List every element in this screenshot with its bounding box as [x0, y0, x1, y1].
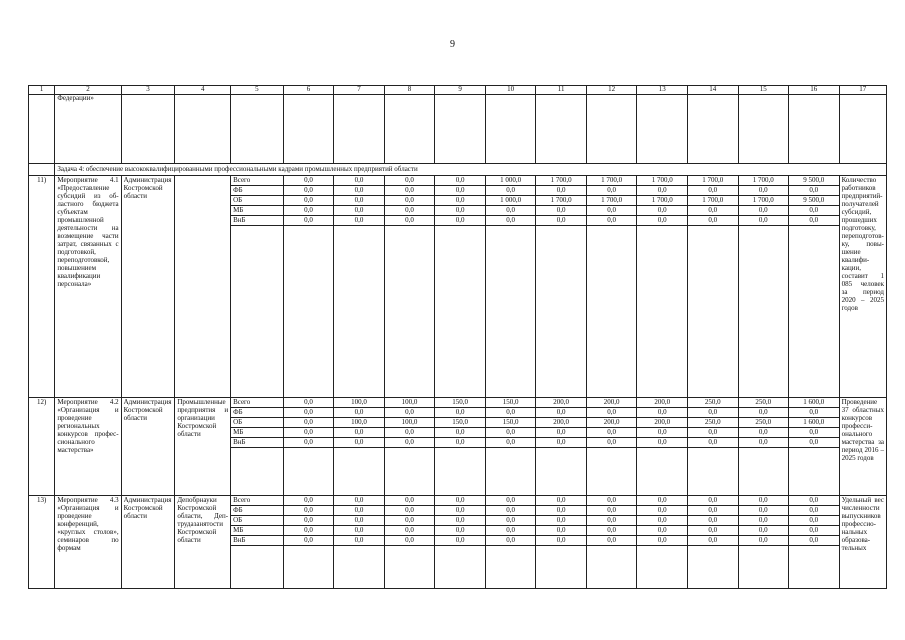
- funding-value: 0,0: [435, 438, 486, 448]
- funding-value: 1 700,0: [738, 196, 789, 206]
- funding-value: 0,0: [485, 506, 536, 516]
- column-number: 6: [283, 86, 334, 95]
- funding-value: 150,0: [485, 418, 536, 428]
- column-number: 11: [536, 86, 587, 95]
- funding-value: 150,0: [485, 398, 536, 408]
- funding-value: 0,0: [687, 206, 738, 216]
- funding-value: 0,0: [485, 516, 536, 526]
- empty-cell: [435, 226, 486, 398]
- empty-cell: [687, 95, 738, 164]
- funding-value: 0,0: [536, 186, 587, 196]
- funding-value: 200,0: [586, 418, 637, 428]
- expected-result: Удельный вес численности выпускников профессиональных образовательных: [839, 496, 886, 589]
- funding-source: МБ: [231, 428, 284, 438]
- funding-value: 150,0: [435, 398, 486, 408]
- funding-value: 0,0: [738, 496, 789, 506]
- funding-value: 0,0: [789, 428, 840, 438]
- funding-value: 0,0: [789, 536, 840, 546]
- column-number: 16: [789, 86, 840, 95]
- funding-value: 0,0: [384, 408, 435, 418]
- empty-cell: [334, 95, 385, 164]
- funding-value: 0,0: [283, 398, 334, 408]
- empty-cell: [334, 226, 385, 398]
- row-number: 11): [29, 176, 55, 398]
- funding-value: 250,0: [738, 418, 789, 428]
- funding-value: 0,0: [485, 408, 536, 418]
- funding-value: 1 700,0: [637, 196, 688, 206]
- empty-cell: [637, 95, 688, 164]
- empty-cell: [738, 546, 789, 589]
- funding-value: 0,0: [334, 536, 385, 546]
- funding-value: 0,0: [536, 496, 587, 506]
- empty-cell: [536, 95, 587, 164]
- funding-value: 0,0: [637, 206, 688, 216]
- empty-cell: [231, 448, 284, 496]
- table-body: [29, 86, 887, 589]
- funding-value: 1 700,0: [586, 196, 637, 206]
- funding-value: 0,0: [384, 438, 435, 448]
- funding-value: 0,0: [334, 438, 385, 448]
- funding-value: 100,0: [384, 418, 435, 428]
- funding-value: 0,0: [485, 526, 536, 536]
- funding-value: 0,0: [586, 496, 637, 506]
- funding-value: 1 600,0: [789, 418, 840, 428]
- funding-value: 0,0: [435, 526, 486, 536]
- empty-cell: [435, 546, 486, 589]
- funding-value: 0,0: [435, 216, 486, 226]
- participants: [175, 176, 231, 398]
- funding-value: 0,0: [586, 516, 637, 526]
- empty-cell: [485, 448, 536, 496]
- funding-value: 1 700,0: [536, 176, 587, 186]
- funding-source: ОБ: [231, 516, 284, 526]
- funding-value: 0,0: [687, 428, 738, 438]
- funding-value: 0,0: [789, 506, 840, 516]
- empty-cell: [283, 448, 334, 496]
- funding-value: 250,0: [687, 418, 738, 428]
- expected-result: Количество работников предприятий-получателей субсидий, прошедших подготовку, переподготовку, повышение квалификации, составит 1 085 человек за период 2020 – 2025 годов: [839, 176, 886, 398]
- funding-value: 0,0: [738, 186, 789, 196]
- funding-value: 200,0: [536, 418, 587, 428]
- empty-cell: [586, 448, 637, 496]
- funding-value: 0,0: [687, 496, 738, 506]
- empty-cell: [435, 448, 486, 496]
- funding-value: 0,0: [435, 186, 486, 196]
- funding-value: 0,0: [435, 408, 486, 418]
- empty-cell: [334, 546, 385, 589]
- funding-value: 0,0: [334, 496, 385, 506]
- funding-value: 0,0: [637, 186, 688, 196]
- funding-value: 0,0: [637, 516, 688, 526]
- empty-cell: [231, 546, 284, 589]
- funding-value: 0,0: [283, 536, 334, 546]
- funding-value: 0,0: [384, 526, 435, 536]
- funding-value: 0,0: [738, 408, 789, 418]
- funding-value: 0,0: [283, 506, 334, 516]
- funding-row: [29, 496, 887, 506]
- funding-value: 100,0: [384, 398, 435, 408]
- funding-value: 200,0: [536, 398, 587, 408]
- empty-cell: [283, 546, 334, 589]
- empty-cell: [687, 226, 738, 398]
- funding-value: 0,0: [334, 176, 385, 186]
- column-number: 4: [175, 86, 231, 95]
- funding-value: 0,0: [334, 216, 385, 226]
- funding-value: 0,0: [384, 206, 435, 216]
- funding-value: 0,0: [384, 516, 435, 526]
- event-name: Мероприятие 4.3 «Организация и проведение конференций, «круглых столов», семинаров по формам: [55, 496, 121, 589]
- empty-cell: [586, 95, 637, 164]
- funding-value: 0,0: [536, 216, 587, 226]
- funding-value: 0,0: [435, 206, 486, 216]
- funding-value: 0,0: [283, 196, 334, 206]
- funding-source: Всего: [231, 398, 284, 408]
- funding-value: 0,0: [283, 418, 334, 428]
- funding-value: 0,0: [586, 506, 637, 516]
- empty-cell: [121, 95, 175, 164]
- column-number: 9: [435, 86, 486, 95]
- funding-value: 0,0: [789, 186, 840, 196]
- executor: Администрация Костромской области: [121, 176, 175, 398]
- funding-source: ОБ: [231, 418, 284, 428]
- funding-value: 0,0: [789, 438, 840, 448]
- funding-value: 0,0: [536, 206, 587, 216]
- empty-cell: [485, 95, 536, 164]
- funding-value: 0,0: [334, 526, 385, 536]
- column-number: 14: [687, 86, 738, 95]
- empty-cell: [175, 95, 231, 164]
- empty-cell: [738, 95, 789, 164]
- funding-value: 0,0: [687, 506, 738, 516]
- funding-value: 0,0: [334, 186, 385, 196]
- funding-source: Всего: [231, 176, 284, 186]
- funding-value: 0,0: [738, 428, 789, 438]
- funding-value: 0,0: [283, 496, 334, 506]
- empty-cell: [687, 448, 738, 496]
- funding-value: 0,0: [586, 206, 637, 216]
- funding-source: ВнБ: [231, 438, 284, 448]
- funding-value: 0,0: [283, 438, 334, 448]
- continuation-text: Федерации»: [55, 95, 121, 164]
- funding-value: 1 000,0: [485, 196, 536, 206]
- funding-value: 0,0: [283, 428, 334, 438]
- funding-value: 100,0: [334, 398, 385, 408]
- funding-value: 0,0: [283, 526, 334, 536]
- funding-value: 0,0: [637, 438, 688, 448]
- continuation-row: [29, 95, 887, 164]
- funding-source: ВнБ: [231, 216, 284, 226]
- funding-value: 0,0: [283, 186, 334, 196]
- funding-source: Всего: [231, 496, 284, 506]
- funding-value: 1 700,0: [536, 196, 587, 206]
- funding-value: 0,0: [536, 408, 587, 418]
- funding-source: ФБ: [231, 408, 284, 418]
- funding-value: 250,0: [738, 398, 789, 408]
- funding-value: 0,0: [485, 206, 536, 216]
- funding-value: 0,0: [789, 526, 840, 536]
- funding-value: 0,0: [637, 506, 688, 516]
- funding-value: 0,0: [334, 506, 385, 516]
- funding-value: 0,0: [687, 526, 738, 536]
- funding-value: 0,0: [384, 186, 435, 196]
- funding-value: 0,0: [637, 536, 688, 546]
- empty-cell: [586, 226, 637, 398]
- funding-value: 0,0: [586, 428, 637, 438]
- funding-value: 1 700,0: [687, 176, 738, 186]
- funding-value: 100,0: [334, 418, 385, 428]
- funding-value: 0,0: [485, 438, 536, 448]
- funding-value: 0,0: [435, 496, 486, 506]
- funding-value: 0,0: [536, 526, 587, 536]
- funding-value: 0,0: [435, 176, 486, 186]
- empty-cell: [839, 95, 886, 164]
- funding-value: 0,0: [789, 408, 840, 418]
- funding-value: 0,0: [435, 428, 486, 438]
- funding-value: 0,0: [384, 536, 435, 546]
- funding-value: 0,0: [586, 438, 637, 448]
- funding-source: ОБ: [231, 196, 284, 206]
- expected-result: Проведение 37 областных конкурсов профессионального мастерства за период 2016 – 2025 годов: [839, 398, 886, 496]
- column-number: 15: [738, 86, 789, 95]
- funding-value: 0,0: [384, 196, 435, 206]
- page-number: 9: [450, 39, 455, 50]
- funding-value: 0,0: [586, 408, 637, 418]
- empty-cell: [283, 226, 334, 398]
- funding-value: 0,0: [334, 516, 385, 526]
- empty-cell: [485, 226, 536, 398]
- funding-value: 0,0: [435, 196, 486, 206]
- funding-value: 0,0: [738, 216, 789, 226]
- empty-cell: [435, 95, 486, 164]
- funding-value: 0,0: [687, 438, 738, 448]
- funding-value: 0,0: [789, 206, 840, 216]
- funding-value: 1 000,0: [485, 176, 536, 186]
- participants: Промышленные предприятия и организации Костромской области: [175, 398, 231, 496]
- funding-value: 0,0: [789, 496, 840, 506]
- funding-value: 0,0: [738, 206, 789, 216]
- column-number: 13: [637, 86, 688, 95]
- funding-value: 0,0: [738, 536, 789, 546]
- empty-cell: [231, 226, 284, 398]
- funding-value: 0,0: [586, 526, 637, 536]
- funding-value: 0,0: [283, 176, 334, 186]
- funding-value: 0,0: [536, 428, 587, 438]
- funding-value: 0,0: [485, 216, 536, 226]
- column-number: 1: [29, 86, 55, 95]
- funding-value: 0,0: [435, 516, 486, 526]
- funding-value: 0,0: [485, 536, 536, 546]
- executor: Администрация Костромской области: [121, 496, 175, 589]
- empty-cell: [738, 448, 789, 496]
- funding-value: 0,0: [536, 516, 587, 526]
- funding-value: 0,0: [586, 216, 637, 226]
- funding-value: 0,0: [283, 206, 334, 216]
- column-number: 17: [839, 86, 886, 95]
- funding-value: 1 700,0: [687, 196, 738, 206]
- funding-row: [29, 398, 887, 408]
- funding-value: 1 600,0: [789, 398, 840, 408]
- funding-value: 1 700,0: [637, 176, 688, 186]
- empty-cell: [637, 448, 688, 496]
- empty-cell: [586, 546, 637, 589]
- empty-cell: [789, 448, 840, 496]
- funding-value: 1 700,0: [738, 176, 789, 186]
- funding-value: 0,0: [435, 506, 486, 516]
- funding-value: 0,0: [384, 176, 435, 186]
- column-number: 12: [586, 86, 637, 95]
- funding-source: ВнБ: [231, 536, 284, 546]
- column-number: 10: [485, 86, 536, 95]
- executor: Администрация Костромской области: [121, 398, 175, 496]
- empty-cell: [789, 95, 840, 164]
- funding-value: 250,0: [687, 398, 738, 408]
- funding-value: 0,0: [283, 516, 334, 526]
- task-row: [29, 164, 887, 176]
- column-number: 3: [121, 86, 175, 95]
- funding-value: 0,0: [384, 506, 435, 516]
- event-name: Мероприятие 4.1 «Предоставление субсидий из областного бюджета субъектам промышленной деятельности на возмещение части затрат, связанных с подготовкой, переподготовкой, повышением квалификации персонала»: [55, 176, 121, 398]
- funding-value: 0,0: [485, 428, 536, 438]
- funding-value: 0,0: [738, 516, 789, 526]
- column-header-row: [29, 86, 887, 95]
- funding-row: [29, 176, 887, 186]
- empty-cell: [384, 546, 435, 589]
- column-number: 5: [231, 86, 284, 95]
- funding-value: 0,0: [384, 428, 435, 438]
- participants: Депобрнауки Костромской области, Дептрудазанятости Костромской области: [175, 496, 231, 589]
- program-table: [28, 85, 887, 589]
- funding-value: 0,0: [637, 496, 688, 506]
- funding-value: 0,0: [485, 496, 536, 506]
- funding-value: 0,0: [586, 186, 637, 196]
- funding-value: 0,0: [687, 408, 738, 418]
- funding-value: 9 500,0: [789, 196, 840, 206]
- empty-cell: [334, 448, 385, 496]
- empty-cell: [384, 226, 435, 398]
- empty-cell: [29, 164, 55, 176]
- funding-value: 0,0: [536, 438, 587, 448]
- funding-value: 0,0: [738, 438, 789, 448]
- funding-value: 0,0: [687, 536, 738, 546]
- funding-value: 0,0: [536, 536, 587, 546]
- funding-value: 0,0: [586, 536, 637, 546]
- funding-value: 0,0: [435, 536, 486, 546]
- empty-cell: [384, 448, 435, 496]
- empty-cell: [384, 95, 435, 164]
- empty-cell: [637, 226, 688, 398]
- funding-value: 200,0: [586, 398, 637, 408]
- funding-value: 200,0: [637, 418, 688, 428]
- funding-value: 0,0: [334, 206, 385, 216]
- empty-cell: [485, 546, 536, 589]
- empty-cell: [738, 226, 789, 398]
- empty-cell: [789, 226, 840, 398]
- task-title: Задача 4: обеспечение высококвалифицированными профессиональными кадрами промышленных предприятий области: [55, 164, 887, 176]
- column-number: 2: [55, 86, 121, 95]
- empty-cell: [789, 546, 840, 589]
- funding-value: 0,0: [789, 516, 840, 526]
- funding-value: 0,0: [687, 516, 738, 526]
- funding-value: 0,0: [384, 496, 435, 506]
- row-number: 13): [29, 496, 55, 589]
- empty-cell: [637, 546, 688, 589]
- funding-value: 0,0: [637, 216, 688, 226]
- column-number: 8: [384, 86, 435, 95]
- funding-value: 0,0: [637, 408, 688, 418]
- empty-cell: [536, 546, 587, 589]
- empty-cell: [687, 546, 738, 589]
- funding-value: 0,0: [283, 408, 334, 418]
- funding-value: 0,0: [789, 216, 840, 226]
- funding-value: 0,0: [738, 506, 789, 516]
- empty-cell: [283, 95, 334, 164]
- funding-source: ФБ: [231, 186, 284, 196]
- empty-cell: [536, 448, 587, 496]
- column-number: 7: [334, 86, 385, 95]
- empty-cell: [536, 226, 587, 398]
- funding-value: 0,0: [334, 408, 385, 418]
- funding-value: 0,0: [687, 216, 738, 226]
- funding-source: ФБ: [231, 506, 284, 516]
- funding-value: 0,0: [738, 526, 789, 536]
- row-number: 12): [29, 398, 55, 496]
- funding-value: 0,0: [334, 196, 385, 206]
- funding-source: МБ: [231, 526, 284, 536]
- funding-source: МБ: [231, 206, 284, 216]
- empty-cell: [29, 95, 55, 164]
- funding-value: 0,0: [384, 216, 435, 226]
- funding-value: 0,0: [485, 186, 536, 196]
- empty-cell: [231, 95, 284, 164]
- funding-value: 0,0: [637, 526, 688, 536]
- funding-value: 1 700,0: [586, 176, 637, 186]
- funding-value: 0,0: [637, 428, 688, 438]
- funding-value: 150,0: [435, 418, 486, 428]
- funding-value: 0,0: [283, 216, 334, 226]
- event-name: Мероприятие 4.2 «Организация и проведение региональных конкурсов профессионального мастерства»: [55, 398, 121, 496]
- funding-value: 0,0: [687, 186, 738, 196]
- funding-value: 0,0: [536, 506, 587, 516]
- funding-value: 0,0: [334, 428, 385, 438]
- funding-value: 200,0: [637, 398, 688, 408]
- funding-value: 9 500,0: [789, 176, 840, 186]
